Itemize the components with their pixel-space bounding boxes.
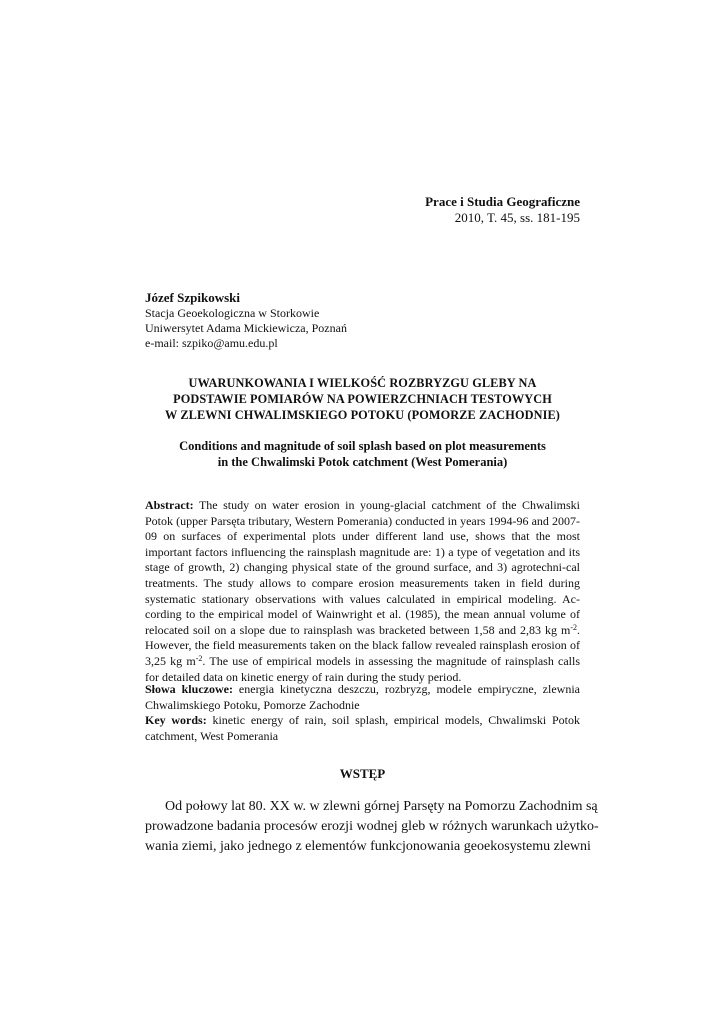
abstract [145, 498, 580, 685]
title-polish-line: UWARUNKOWANIA I WIELKOŚĆ ROZBRYZGU GLEBY NA [188, 376, 537, 390]
intro-line: prowadzone badania procesów erozji wodnej gleb w różnych warunkach użytko- [145, 819, 599, 834]
author-name: Józef Szpikowski [145, 290, 240, 305]
abstract-label: Abstract: [145, 498, 194, 512]
keywords-polish-text: energia kinetyczna deszczu, rozbryzg, modele empiryczne, zlewnia Chwalimskiego Potoku, Pomorze Zachodnie [145, 682, 580, 712]
section-heading: WSTĘP [339, 766, 386, 781]
title-polish [145, 375, 580, 423]
keywords-english [145, 713, 580, 744]
abstract-text: The study on water erosion in young-glacial catchment of the Chwalimski Potok (upper Parsęta tributary, Western Pomerania) conducted in years 1994-96 and 2007-09 on surfaces of experimental plots under different land use, shows that the most important factors influencing the rainsplash magnitude are: 1) a type of vegetation and its stage of growth, 2) changing physical state of the ground surface, and 3) agrotechni-cal treatments. The study allows to compare erosion measurements taken in field during systematic stationary observations with values calculated in empirical modeling. Ac-cording to the empirical model of Wainwright et al. (1985), the mean annual volume of relocated soil on a slope due to rainsplash was bracketed between 1,58 and 2,83 kg m [145, 498, 580, 637]
journal-header [380, 194, 580, 226]
title-english [145, 438, 580, 470]
title-polish-line: W ZLEWNI CHWALIMSKIEGO POTOKU (POMORZE ZACHODNIE) [165, 408, 560, 422]
intro-line: wania ziemi, jako jednego z elementów funkcjonowania geoekosystemu zlewni [145, 839, 591, 854]
abstract-text: . The use of empirical models in assessing the magnitude of rainsplash calls for detailed data on kinetic energy of rain during the study period. [145, 653, 580, 684]
journal-citation: 2010, T. 45, ss. 181-195 [454, 210, 580, 225]
abstract-text: . However, the field measurements taken on the black fallow revealed rainsplash erosion of 3,25 kg m [145, 622, 580, 668]
keywords-english-label: Key words: [145, 713, 207, 727]
intro-line: Od połowy lat 80. XX w. w zlewni górnej Parsęty na Pomorzu Zachodnim są [165, 799, 598, 814]
author-affiliation-university: Uniwersytet Adama Mickiewicza, Poznań [145, 321, 347, 335]
author-email: e-mail: szpiko@amu.edu.pl [145, 336, 278, 350]
intro-paragraph [145, 797, 599, 857]
author-affiliation-station: Stacja Geoekologiczna w Storkowie [145, 306, 320, 320]
title-polish-line: PODSTAWIE POMIARÓW NA POWIERZCHNIACH TESTOWYCH [173, 392, 552, 406]
title-english-line: in the Chwalimski Potok catchment (West Pomerania) [217, 455, 508, 469]
keywords-english-text: kinetic energy of rain, soil splash, empirical models, Chwalimski Potok catchment, West Pomerania [145, 713, 580, 743]
journal-name: Prace i Studia Geograficzne [425, 194, 580, 209]
title-english-line: Conditions and magnitude of soil splash based on plot measurements [179, 439, 546, 453]
keywords-polish-label: Słowa kluczowe: [145, 682, 233, 696]
superscript: -2 [570, 622, 577, 632]
author-block [145, 289, 445, 351]
keywords-polish [145, 682, 580, 713]
superscript: -2 [195, 653, 203, 663]
